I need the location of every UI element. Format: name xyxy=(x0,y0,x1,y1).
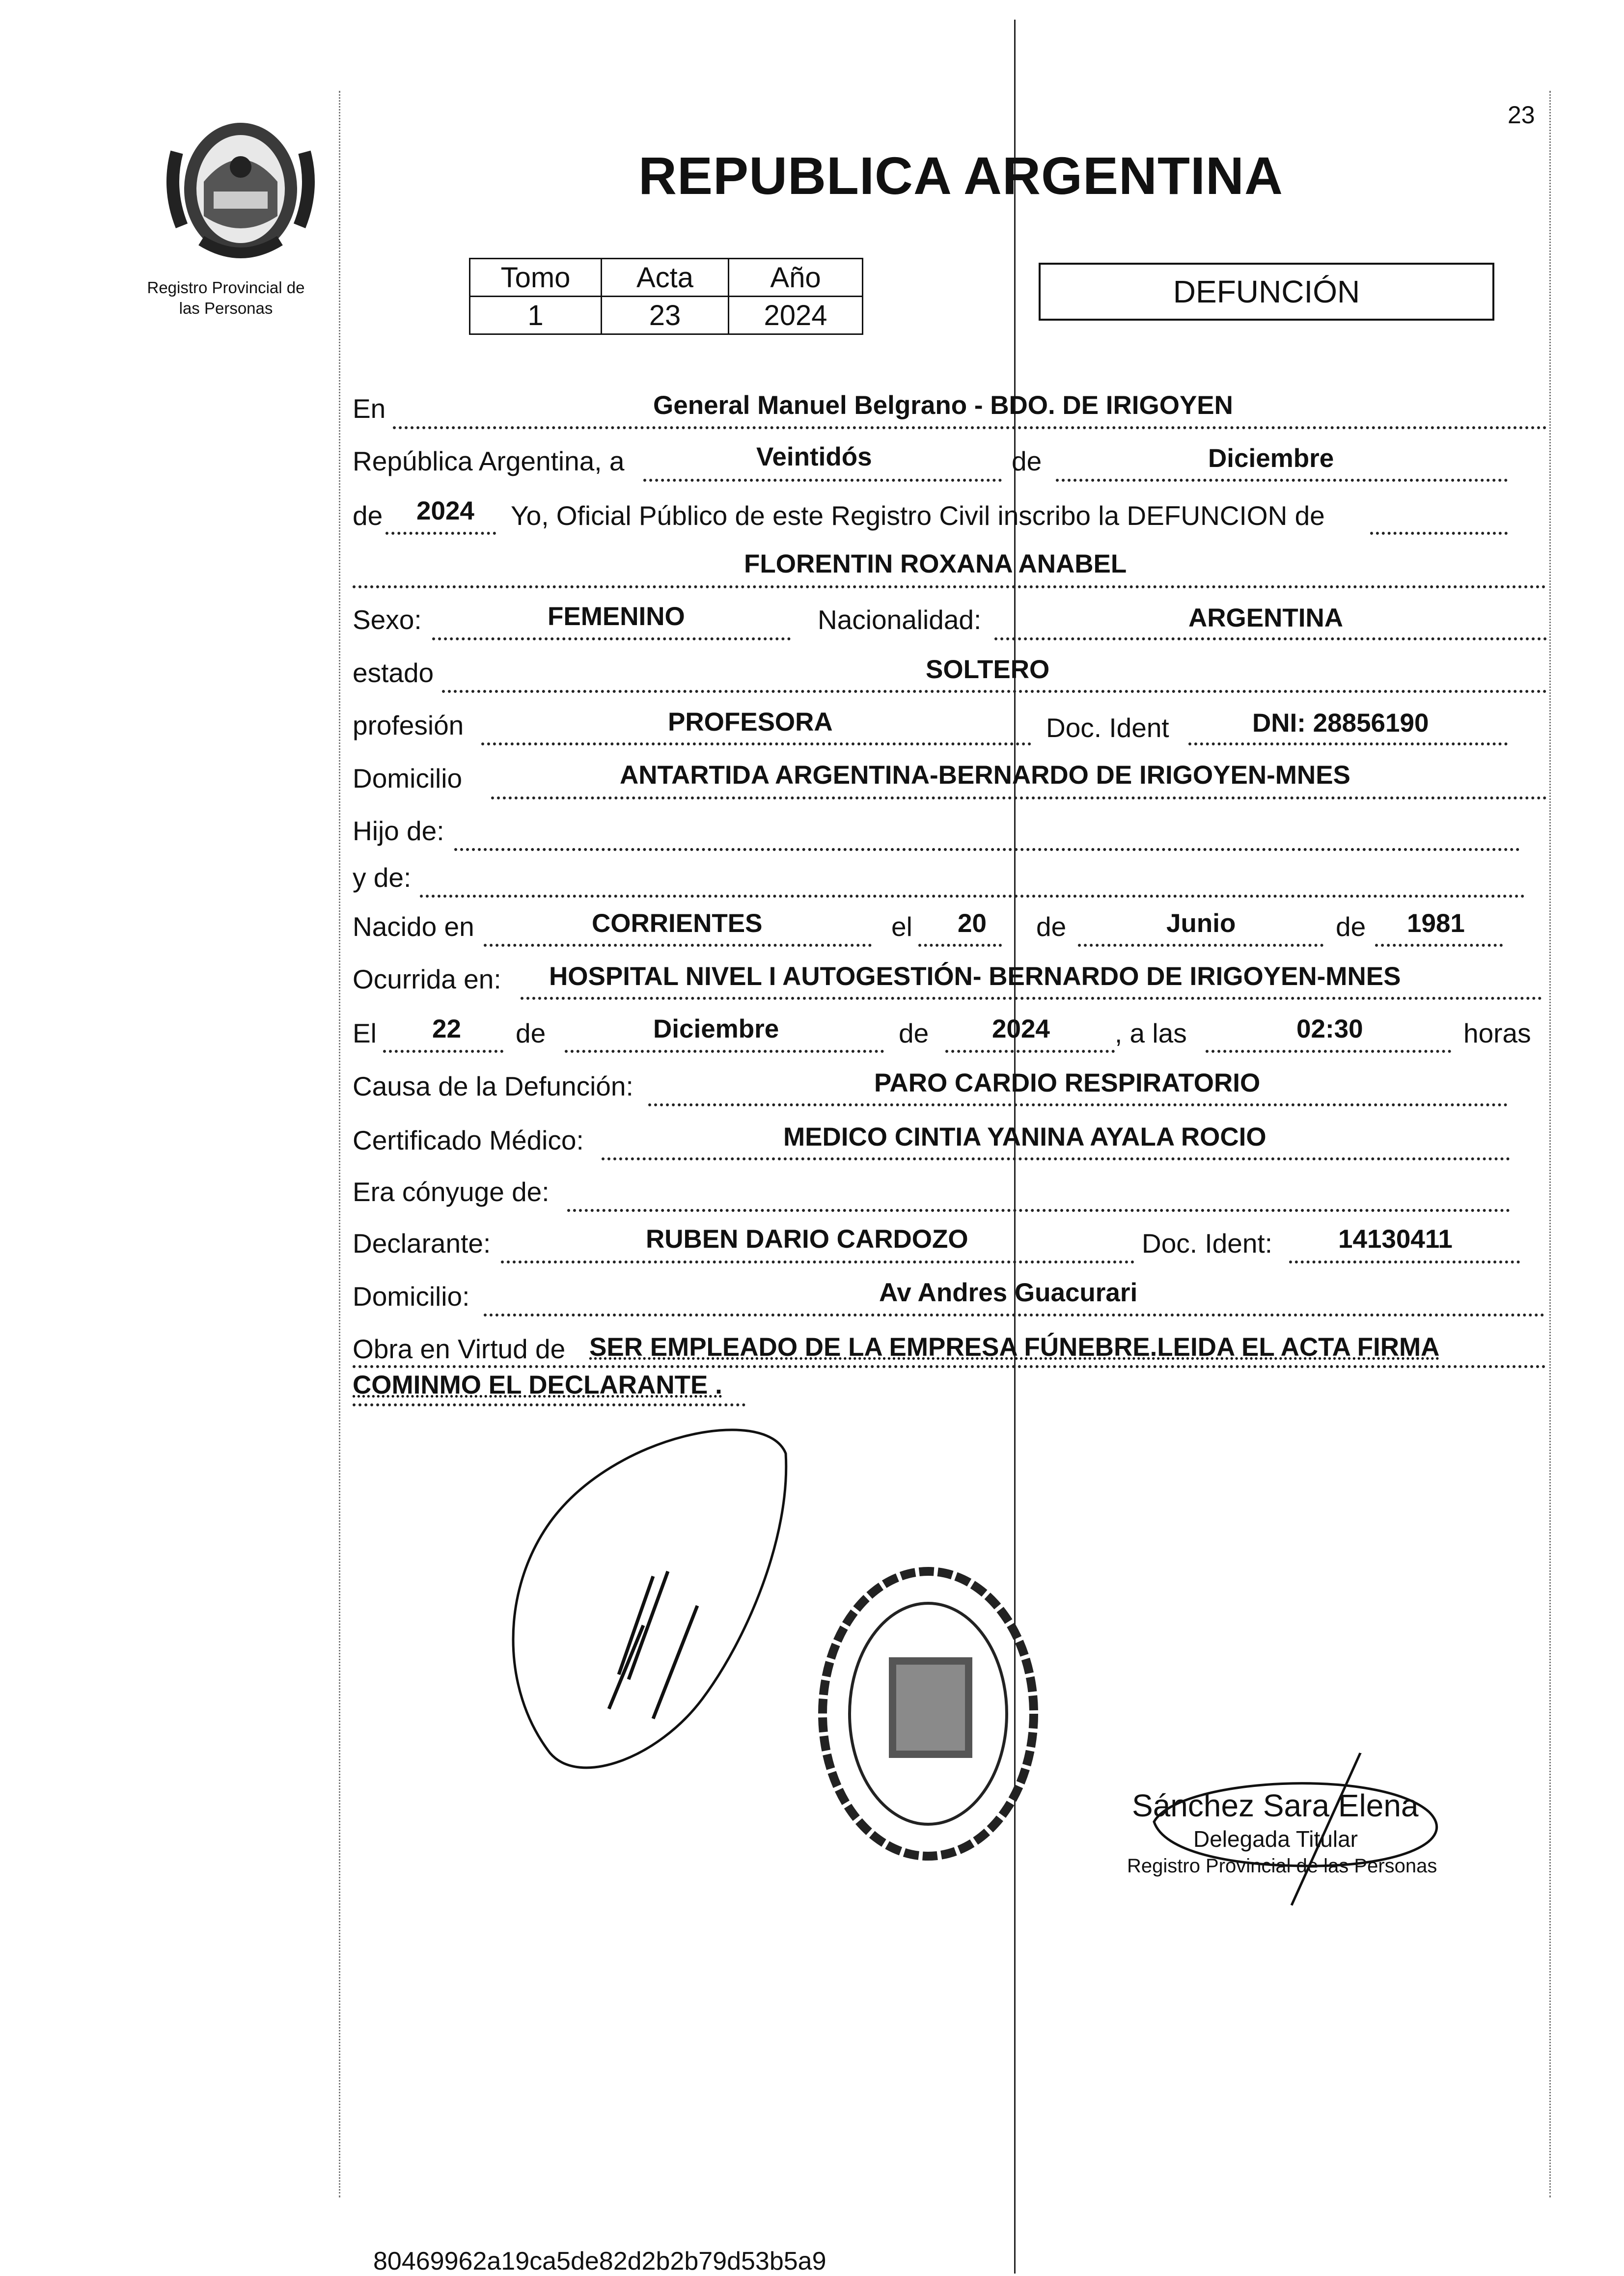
name-value: FLORENTIN ROXANA ANABEL xyxy=(744,549,1127,578)
obra-line1 xyxy=(353,1365,1546,1368)
a-las-label: , a las xyxy=(1115,1018,1187,1048)
hijo-line xyxy=(454,848,1520,851)
de5-label: de xyxy=(516,1018,546,1048)
ocurrida-line xyxy=(521,997,1542,1000)
registry-label-line1: Registro Provincial de xyxy=(147,278,305,297)
birth-year: 1981 xyxy=(1407,909,1465,938)
nacido-line xyxy=(484,944,872,947)
estado-label: estado xyxy=(353,658,434,688)
domicilio-line xyxy=(491,796,1547,799)
document-title: REPUBLICA ARGENTINA xyxy=(638,146,1283,205)
month-line xyxy=(1056,479,1508,482)
sexo-line xyxy=(432,637,791,640)
obra-line2 xyxy=(353,1403,745,1406)
nacido-label: Nacido en xyxy=(353,911,474,942)
death-time-line xyxy=(1206,1050,1451,1053)
el-label: el xyxy=(891,911,912,942)
name-line xyxy=(353,585,1546,588)
official-org: Registro Provincial de las Personas xyxy=(1127,1855,1437,1877)
doc-line xyxy=(1188,742,1508,745)
doc2-line xyxy=(1289,1261,1520,1263)
day-line xyxy=(643,479,1002,482)
de2-label: de xyxy=(353,500,383,531)
birth-year-line xyxy=(1375,944,1503,947)
certificado-value: MEDICO CINTIA YANINA AYALA ROCIO xyxy=(783,1123,1266,1152)
acta-header: Acta xyxy=(602,259,729,297)
ano-header: Año xyxy=(729,259,863,297)
domicilio2-label: Domicilio: xyxy=(353,1281,470,1312)
domicilio-value: ANTARTIDA ARGENTINA-BERNARDO DE IRIGOYEN-MNES xyxy=(620,761,1350,790)
domicilio2-line xyxy=(484,1314,1544,1316)
hijo-label: Hijo de: xyxy=(353,816,444,846)
conyuge-line xyxy=(567,1209,1510,1212)
sexo-value: FEMENINO xyxy=(548,602,685,631)
nacionalidad-value: ARGENTINA xyxy=(1188,603,1344,632)
causa-line xyxy=(648,1103,1508,1106)
profesion-line xyxy=(481,742,1031,745)
ocurrida-label: Ocurrida en: xyxy=(353,964,501,994)
certificado-label: Certificado Médico: xyxy=(353,1125,584,1155)
causa-value: PARO CARDIO RESPIRATORIO xyxy=(874,1069,1261,1097)
y-de-label: y de: xyxy=(353,862,412,893)
declarante-label: Declarante: xyxy=(353,1228,491,1259)
domicilio2-value: Av Andres Guacurari xyxy=(879,1278,1138,1307)
doc2-value: 14130411 xyxy=(1338,1225,1453,1254)
official-stamp-icon xyxy=(810,1562,1046,1866)
y-de-line xyxy=(420,895,1525,898)
de6-label: de xyxy=(899,1018,929,1048)
declarant-signature-icon xyxy=(491,1414,810,1787)
death-year-line xyxy=(945,1050,1115,1053)
death-time: 02:30 xyxy=(1296,1015,1363,1043)
document-hash: 80469962a19ca5de82d2b2b79d53b5a9 xyxy=(373,2247,826,2276)
declarante-value: RUBEN DARIO CARDOZO xyxy=(646,1225,968,1254)
republica-label: República Argentina, a xyxy=(353,446,625,476)
nacionalidad-label: Nacionalidad: xyxy=(818,604,982,635)
obra-value-line1: SER EMPLEADO DE LA EMPRESA FÚNEBRE.LEIDA EL ACTA FIRMA xyxy=(589,1333,1440,1362)
sexo-label: Sexo: xyxy=(353,604,422,635)
day-value: Veintidós xyxy=(756,442,872,471)
doc2-label: Doc. Ident: xyxy=(1142,1228,1272,1259)
acta-value: 23 xyxy=(602,297,729,334)
causa-label: Causa de la Defunción: xyxy=(353,1071,633,1101)
official-name: Sánchez Sara Elena xyxy=(1132,1788,1419,1823)
province-seal-icon xyxy=(157,108,324,265)
estado-line xyxy=(442,690,1547,693)
obra-label: Obra en Virtud de xyxy=(353,1334,566,1364)
yo-text: Yo, Oficial Público de este Registro Civil inscribo la DEFUNCION de xyxy=(511,500,1325,531)
ano-value: 2024 xyxy=(729,297,863,334)
tomo-value: 1 xyxy=(470,297,602,334)
death-month-line xyxy=(565,1050,884,1053)
tomo-header: Tomo xyxy=(470,259,602,297)
registry-label-line2: las Personas xyxy=(179,299,273,317)
doc-label: Doc. Ident xyxy=(1046,713,1169,743)
left-margin-line xyxy=(339,91,342,2197)
en-label: En xyxy=(353,393,386,424)
right-margin-line xyxy=(1549,91,1552,2197)
death-year: 2024 xyxy=(992,1015,1050,1043)
de3-label: de xyxy=(1036,911,1067,942)
birth-month-line xyxy=(1078,944,1323,947)
declarante-line xyxy=(501,1261,1134,1263)
en-line xyxy=(393,426,1547,429)
horas-label: horas xyxy=(1463,1018,1531,1048)
domicilio-label: Domicilio xyxy=(353,763,463,794)
death-day-line xyxy=(383,1050,503,1053)
birth-day: 20 xyxy=(958,909,987,938)
el2-label: El xyxy=(353,1018,377,1048)
official-role: Delegada Titular xyxy=(1193,1826,1358,1852)
registry-label xyxy=(113,277,339,319)
record-box xyxy=(469,258,863,335)
profesion-value: PROFESORA xyxy=(668,708,833,737)
obra-value-line2: COMINMO EL DECLARANTE . xyxy=(353,1371,722,1399)
birth-day-line xyxy=(918,944,1002,947)
year-line xyxy=(385,532,496,535)
year-value: 2024 xyxy=(416,496,474,525)
conyuge-label: Era cónyuge de: xyxy=(353,1177,550,1207)
estado-value: SOLTERO xyxy=(926,655,1050,684)
profesion-label: profesión xyxy=(353,710,464,740)
de-label: de xyxy=(1012,446,1042,476)
record-type-box: DEFUNCIÓN xyxy=(1039,263,1494,321)
death-month: Diciembre xyxy=(653,1015,779,1043)
de4-label: de xyxy=(1336,911,1366,942)
ocurrida-value: HOSPITAL NIVEL I AUTOGESTIÓN- BERNARDO DE IRIGOYEN-MNES xyxy=(549,962,1401,991)
death-day: 22 xyxy=(432,1015,461,1043)
month-value: Diciembre xyxy=(1208,444,1334,473)
en-value: General Manuel Belgrano - BDO. DE IRIGOYEN xyxy=(653,391,1233,420)
nacionalidad-line xyxy=(994,637,1547,640)
certificado-line xyxy=(602,1157,1510,1160)
nacido-value: CORRIENTES xyxy=(592,909,763,938)
doc-value: DNI: 28856190 xyxy=(1252,709,1429,738)
yo-line xyxy=(1370,532,1508,535)
page-number: 23 xyxy=(1508,101,1535,129)
birth-month: Junio xyxy=(1166,909,1236,938)
